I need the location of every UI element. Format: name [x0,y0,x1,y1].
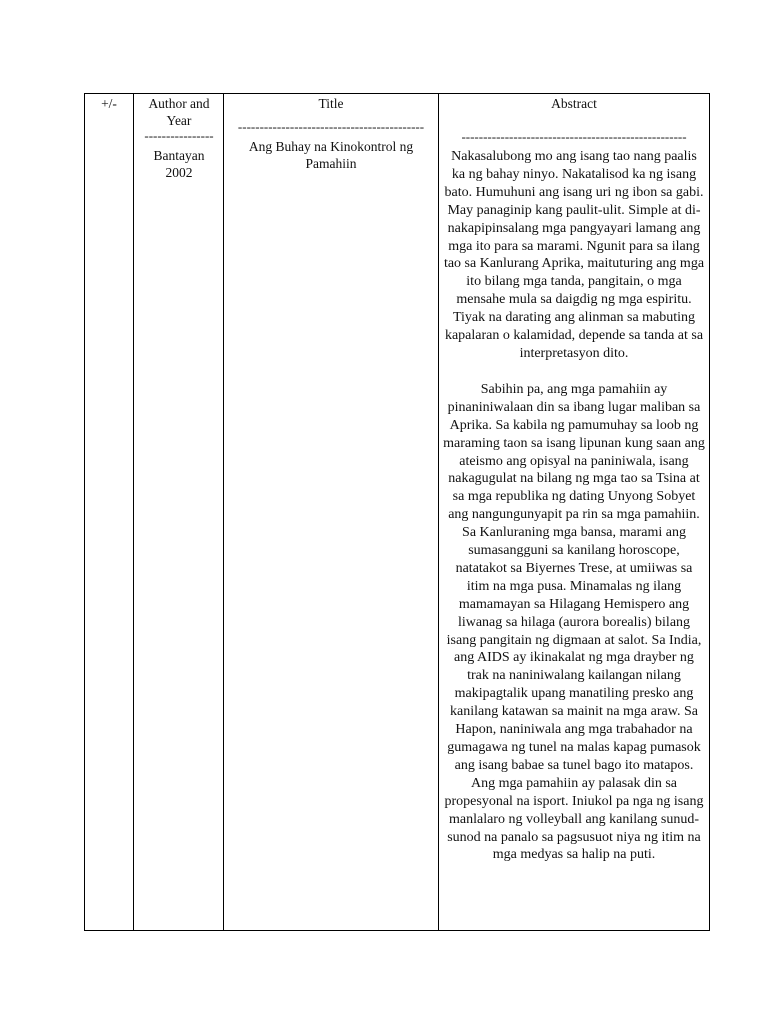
column-divider [223,93,224,931]
table-top-border [84,93,710,94]
literature-table [84,93,710,931]
header-separator: ------------------------------------------- [237,120,425,134]
table-bottom-border [84,930,710,931]
header-separator: ---------------- [144,129,214,143]
header-plus-minus: +/- [101,96,117,111]
table-right-border [709,93,710,931]
header-abstract: Abstract [551,96,597,111]
header-separator: ---------------------------------------------------- [461,130,687,144]
column-author-year [140,95,218,181]
abstract-text [443,148,705,864]
column-divider [438,93,439,931]
cell-title: Ang Buhay na Kinokontrol ng Pamahiin [248,139,414,171]
cell-author: Bantayan [153,148,205,163]
table-left-border [84,93,85,931]
cell-year: 2002 [165,165,193,180]
header-title: Title [318,96,344,111]
header-author-year: Author and Year [148,96,210,128]
abstract-paragraph: Nakasalubong mo ang isang tao nang paalis ka ng bahay ninyo. Nakatalisod ka ng isang bato. Humuhuni ang isang uri ng ibon sa gabi. May panaginip kang paulit-ulit. Simple at di-nakapipinsalang mga pangyayari lamang ang mga ito para sa marami. Ngunit para sa ilang tao sa Kanlurang Aprika, maituturing ang mga ito bilang mga tanda, pangitain, o mga mensahe mula sa daigdig ng mga espiritu. Tiyak na darating ang alinman sa mabuting kapalaran o kalamidad, depende sa tanda at sa interpretasyon dito. [443,149,705,361]
column-title [227,95,435,172]
column-plus-minus [85,95,133,112]
column-abstract [443,95,705,864]
abstract-paragraph: Sabihin pa, ang mga pamahiin ay pinaniniwalaan din sa ibang lugar maliban sa Aprika. Sa kabila ng pamumuhay sa loob ng maraming taon sa isang lipunan kung saan ang ateismo ang opisyal na paniniwala, isang nakagugulat na bilang ng mga tao sa Tsina at sa mga republika ng dating Unyong Sobyet ang nangungunyapit pa rin sa mga pamahiin. Sa Kanluraning mga bansa, marami ang sumasangguni sa kanilang horoscope, natatakot sa Biyernes Trese, at umiiwas sa itim na mga pusa. Minamalas ng ilang mamamayan sa Hilagang Hemispero ang liwanag sa hilaga (aurora borealis) bilang isang pangitain ng digmaan at salot. Sa India, ang AIDS ay ikinakalat ng mga drayber ng trak na naniniwalang kailangan nilang makipagtalik upang manatiling presko ang kanilang katawan sa mainit na mga araw. Sa Hapon, naniniwala ang mga trabahador na gumagawa ng tunel na malas kapag pumasok ang isang babae sa tunel bago ito matapos. Ang mga pamahiin ay palasak din sa propesyonal na isport. Iniukol pa nga ng isang manlalaro ng volleyball ang kanilang sunud-sunod na panalo sa pagsusuot niya ng itim na mga medyas sa halip na puti. [443,381,705,863]
column-divider [133,93,134,931]
